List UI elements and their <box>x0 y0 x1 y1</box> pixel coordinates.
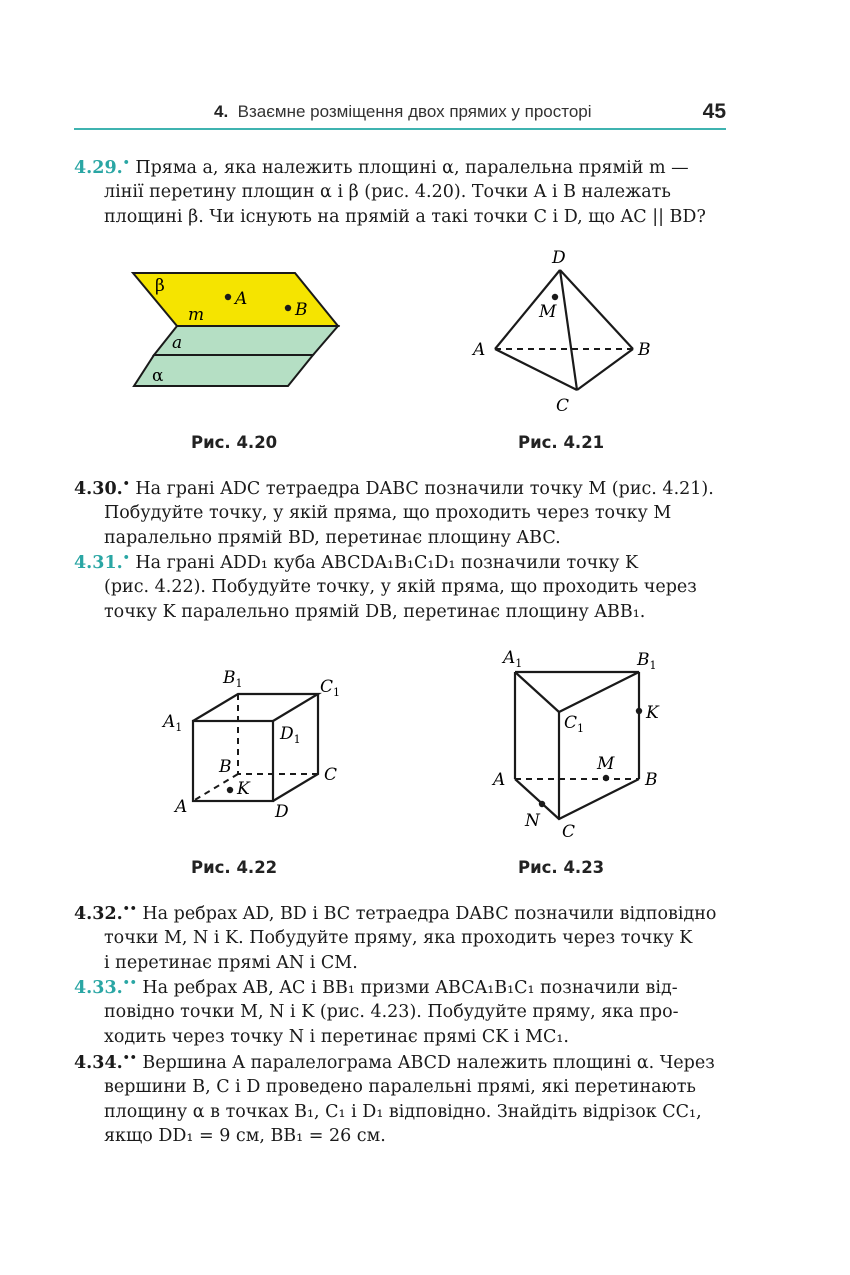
problem-number: 4.32. <box>74 903 123 924</box>
caption-4-20: Рис. 4.20 <box>191 433 278 452</box>
label-b-point: B <box>295 300 308 320</box>
problem-4-32 <box>74 897 726 975</box>
problem-number: 4.31. <box>74 552 123 573</box>
difficulty-mark: • <box>122 551 130 564</box>
figure-4-20-planes <box>125 262 350 397</box>
point-k <box>227 787 233 793</box>
label-b1: $B_1$ <box>637 650 657 672</box>
problem-number: 4.33. <box>74 977 123 998</box>
problem-line <box>74 546 726 575</box>
problem-text: Пряма a, яка належить площині α, паралельна прямій m — <box>135 157 689 178</box>
problem-line: точки M, N і K. Побудуйте пряму, яка проходить через точку K <box>104 928 693 949</box>
label-b1: $B_1$ <box>223 668 243 690</box>
problem-number: 4.30. <box>74 478 123 499</box>
label-d: D <box>275 802 289 822</box>
section-number: 4. <box>214 102 229 121</box>
label-m: M <box>597 754 615 774</box>
problem-line: повідно точки M, N і K (рис. 4.23). Побудуйте пряму, яка про- <box>104 1002 679 1023</box>
problem-4-34 <box>74 1046 726 1149</box>
problem-line: площину α в точках B₁, C₁ і D₁ відповідно. Знайдіть відрізок CC₁, <box>104 1101 702 1122</box>
problem-line <box>74 971 726 1000</box>
difficulty-mark: •• <box>122 976 137 989</box>
section-title <box>214 102 592 122</box>
header-rule <box>74 128 726 130</box>
page-number: 45 <box>702 100 726 123</box>
point-b <box>285 305 291 311</box>
label-n: N <box>525 811 540 831</box>
problem-line: і перетинає прямі AN і CM. <box>104 952 358 973</box>
label-c: C <box>562 822 576 842</box>
problem-line: Побудуйте точку, у якій пряма, що проходить через точку M <box>104 503 672 524</box>
label-c: C <box>324 765 338 785</box>
label-c: C <box>556 396 570 416</box>
label-m: m <box>188 305 205 325</box>
difficulty-mark: •• <box>122 1051 137 1064</box>
problem-line: якщо DD₁ = 9 см, BB₁ = 26 см. <box>104 1126 386 1147</box>
label-d: D <box>552 248 566 268</box>
problem-4-33 <box>74 971 726 1049</box>
caption-4-23: Рис. 4.23 <box>518 858 605 877</box>
label-beta: β <box>155 276 165 296</box>
section-title-text: Взаємне розміщення двох прямих у просторі <box>237 102 592 121</box>
label-a: A <box>493 770 506 790</box>
problem-line <box>74 1046 726 1075</box>
problem-4-30 <box>74 472 726 550</box>
label-a1: $A_1$ <box>163 712 183 734</box>
problem-text: Вершина A паралелограма ABCD належить площині α. Через <box>142 1052 715 1073</box>
point-m <box>603 775 609 781</box>
point-m <box>552 294 558 300</box>
label-alpha: α <box>152 366 164 386</box>
figure-4-23-prism <box>485 640 685 845</box>
label-a1: $A_1$ <box>503 648 523 670</box>
label-c1: $C_1$ <box>320 677 341 699</box>
difficulty-mark: • <box>122 477 130 490</box>
label-c1: $C_1$ <box>564 713 585 735</box>
point-n <box>539 801 545 807</box>
caption-4-22: Рис. 4.22 <box>191 858 278 877</box>
problem-line <box>74 151 726 180</box>
label-b: B <box>645 770 658 790</box>
label-b: B <box>638 340 651 360</box>
label-a-point: A <box>235 289 248 309</box>
label-k: K <box>237 779 250 799</box>
label-a: A <box>473 340 486 360</box>
difficulty-mark: • <box>122 156 130 169</box>
problem-line: точку K паралельно прямій DB, перетинає площину ABB₁. <box>104 601 646 622</box>
problem-text: На ребрах AD, BD і BC тетраедра DABC позначили відповідно <box>142 903 717 924</box>
label-k: K <box>646 703 659 723</box>
problem-line: лінії перетину площин α і β (рис. 4.20). Точки A і B належать <box>104 182 671 203</box>
running-header <box>74 102 726 128</box>
problem-4-31 <box>74 546 726 624</box>
problem-4-29 <box>74 151 726 229</box>
point-a <box>225 294 231 300</box>
problem-number: 4.34. <box>74 1052 123 1073</box>
difficulty-mark: •• <box>122 902 137 915</box>
point-k <box>636 708 642 714</box>
figure-4-21-tetrahedron <box>465 242 665 420</box>
label-line-a: a <box>172 333 183 353</box>
problem-line: паралельно прямій BD, перетинає площину ABC. <box>104 527 561 548</box>
figure-4-22-cube <box>155 660 355 830</box>
label-a: A <box>175 797 188 817</box>
problem-line: ходить через точку N і перетинає прямі CK і MC₁. <box>104 1026 569 1047</box>
label-d1: $D_1$ <box>280 724 301 746</box>
problem-text: На ребрах AB, AC і BB₁ призми ABCA₁B₁C₁ позначили від- <box>142 977 678 998</box>
problem-line: вершини B, C і D проведено паралельні прямі, які перетинають <box>104 1077 696 1098</box>
problem-text: На грані ADD₁ куба ABCDA₁B₁C₁D₁ позначили точку K <box>135 552 639 573</box>
problem-text: На грані ADC тетраедра DABC позначили точку M (рис. 4.21). <box>135 478 714 499</box>
label-b: B <box>219 757 232 777</box>
problem-line: (рис. 4.22). Побудуйте точку, у якій пряма, що проходить через <box>104 577 697 598</box>
problem-line <box>74 472 726 501</box>
problem-number: 4.29. <box>74 157 123 178</box>
problem-line <box>74 897 726 926</box>
label-m: M <box>539 302 557 322</box>
problem-line: площині β. Чи існують на прямій a такі точки C і D, що AC || BD? <box>104 206 706 227</box>
caption-4-21: Рис. 4.21 <box>518 433 605 452</box>
